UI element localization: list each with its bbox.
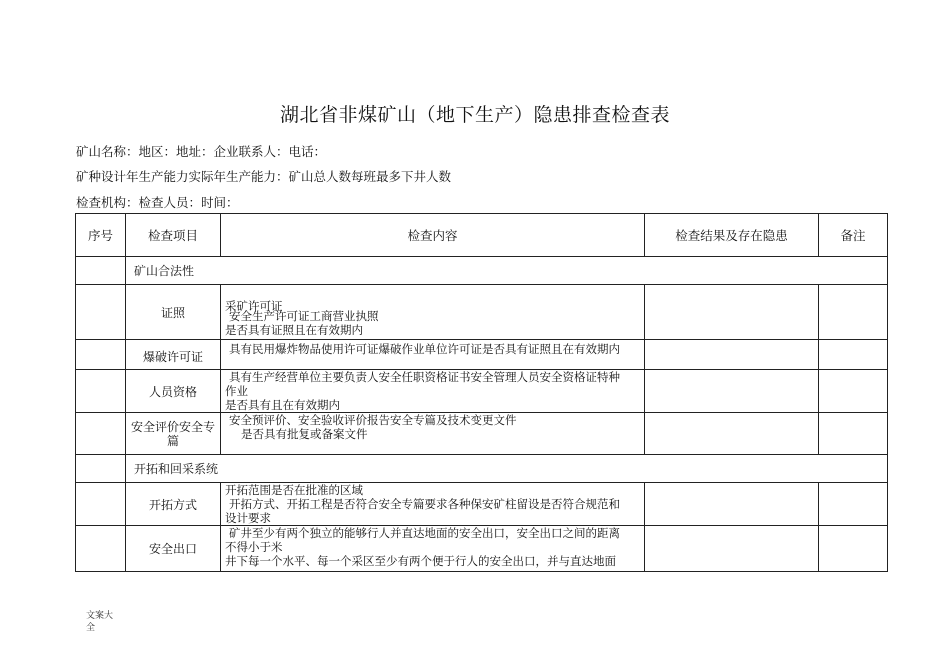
check-item: 安全出口 (126, 526, 221, 572)
content-line: 开拓范围是否在批准的区域 (225, 483, 363, 497)
content-line: 具有民用爆炸物品使用许可证爆破作业单位许可证是否具有证照且在有效期内 (229, 342, 620, 356)
content-line: 是否具有批复或备案文件 (241, 427, 368, 441)
remark-cell[interactable] (819, 340, 888, 370)
check-content (221, 340, 645, 370)
check-item: 爆破许可证 (126, 340, 221, 370)
table-row (76, 370, 888, 413)
result-cell[interactable] (645, 340, 819, 370)
check-content (221, 370, 645, 413)
check-content (221, 413, 645, 455)
remark-cell[interactable] (819, 526, 888, 572)
check-item (126, 413, 221, 455)
content-line: 安全预评价、安全验收评价报告安全专篇及技术变更文件 (229, 413, 517, 427)
info-line-capacity: 矿种设计年生产能力实际年生产能力：矿山总人数每班最多下井人数 (76, 169, 452, 184)
check-item-line: 安全评价安全专 (130, 419, 215, 434)
check-item: 证照 (126, 285, 221, 340)
content-line: 作业 (225, 384, 248, 398)
check-content (221, 285, 645, 340)
check-item-line: 篇 (166, 433, 179, 448)
result-cell[interactable] (645, 526, 819, 572)
table-row (76, 413, 888, 455)
section-title: 开拓和回采系统 (126, 455, 888, 483)
page-title: 湖北省非煤矿山（地下生产）隐患排查检查表 (279, 104, 670, 126)
check-item: 人员资格 (126, 370, 221, 413)
content-line: 安全生产许可证工商营业执照 (229, 309, 379, 323)
table-row (76, 285, 888, 340)
result-cell[interactable] (645, 285, 819, 340)
content-line: 具有生产经营单位主要负责人安全任职资格证书安全管理人员安全资格证特种 (229, 370, 620, 384)
header-item: 检查项目 (126, 214, 221, 257)
footer-label: 文案大全 (86, 611, 114, 633)
content-line: 开拓方式、开拓工程是否符合安全专篇要求各种保安矿柱留设是否符合规范和 (229, 497, 620, 511)
content-line: 井下每一个水平、每一个采区至少有两个便于行人的安全出口，并与直达地面 (225, 554, 616, 568)
check-content (221, 526, 645, 572)
content-line: 设计要求 (225, 511, 271, 525)
remark-cell[interactable] (819, 285, 888, 340)
content-line: 是否具有且在有效期内 (225, 398, 340, 412)
section-row (76, 257, 888, 285)
check-item: 开拓方式 (126, 483, 221, 526)
check-content (221, 483, 645, 526)
table-row (76, 483, 888, 526)
inspection-table (75, 213, 888, 572)
section-row (76, 455, 888, 483)
result-cell[interactable] (645, 370, 819, 413)
header-content: 检查内容 (221, 214, 645, 257)
remark-cell[interactable] (819, 483, 888, 526)
content-line: 矿井至少有两个独立的能够行人并直达地面的安全出口，安全出口之间的距离 (229, 526, 620, 540)
content-line: 不得小于米 (225, 540, 283, 554)
remark-cell[interactable] (819, 413, 888, 455)
table-row (76, 340, 888, 370)
header-result: 检查结果及存在隐患 (645, 214, 819, 257)
info-line-inspection: 检查机构：检查人员：时间： (76, 195, 239, 210)
header-remark: 备注 (819, 214, 888, 257)
section-title: 矿山合法性 (126, 257, 888, 285)
content-line: 是否具有证照且在有效期内 (225, 323, 363, 337)
table-header-row (76, 214, 888, 257)
header-index: 序号 (76, 214, 126, 257)
table-row (76, 526, 888, 572)
remark-cell[interactable] (819, 370, 888, 413)
info-line-mine: 矿山名称：地区：地址：企业联系人：电话： (76, 144, 327, 159)
result-cell[interactable] (645, 483, 819, 526)
content-line: 采矿许可证 (225, 299, 283, 313)
result-cell[interactable] (645, 413, 819, 455)
